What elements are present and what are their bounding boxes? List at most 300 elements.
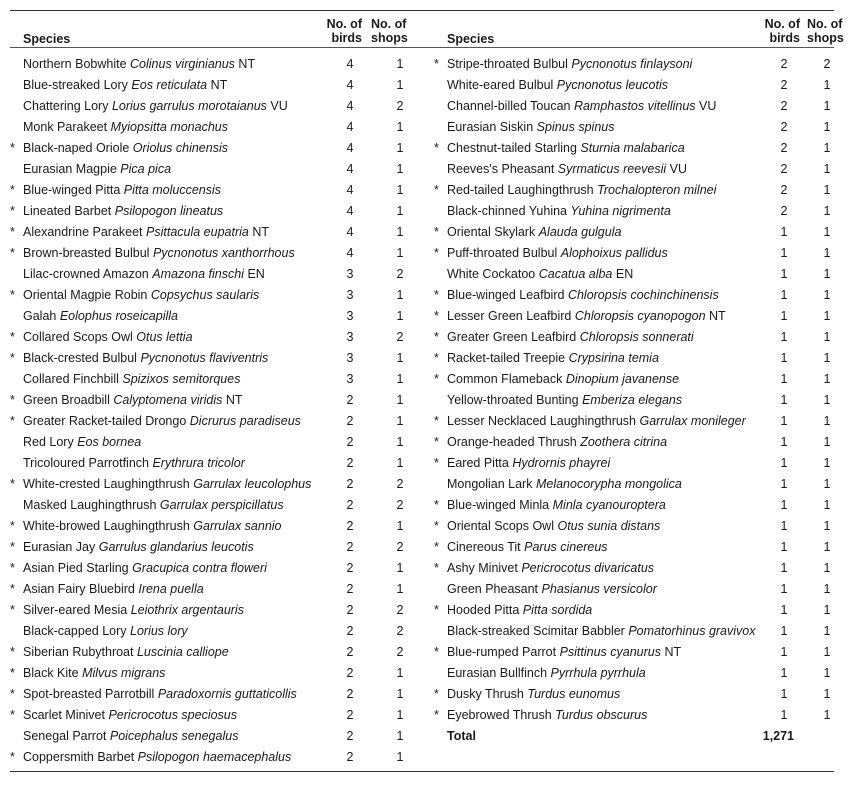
species-name xyxy=(23,180,221,201)
species-name xyxy=(447,264,633,285)
imported-marker: * xyxy=(434,183,439,197)
table-row xyxy=(434,684,834,705)
common-name: Collared Finchbill xyxy=(23,372,119,386)
imported-marker: * xyxy=(10,204,15,218)
table-row xyxy=(434,369,834,390)
cell-no-of-birds: 4 xyxy=(346,99,354,113)
cell-no-of-shops: 1 xyxy=(823,603,831,617)
table-header-left xyxy=(10,14,414,50)
cell-no-of-shops: 1 xyxy=(823,78,831,92)
species-name xyxy=(447,453,610,474)
common-name: Eyebrowed Thrush xyxy=(447,708,552,722)
species-name xyxy=(23,453,245,474)
species-name xyxy=(23,411,301,432)
table-row xyxy=(434,243,834,264)
species-name xyxy=(23,642,229,663)
common-name: Eurasian Magpie xyxy=(23,162,117,176)
table-body-left xyxy=(10,54,414,768)
cell-no-of-birds: 1 xyxy=(780,351,788,365)
cell-no-of-birds: 1 xyxy=(780,414,788,428)
scientific-name: Parus cinereus xyxy=(524,540,608,554)
table-row xyxy=(434,642,834,663)
cell-no-of-shops: 1 xyxy=(823,456,831,470)
table-row xyxy=(434,306,834,327)
common-name: Asian Fairy Bluebird xyxy=(23,582,135,596)
scientific-name: Amazona finschi xyxy=(152,267,244,281)
species-name xyxy=(447,411,746,432)
conservation-status: VU xyxy=(699,99,717,113)
scientific-name: Chloropsis sonnerati xyxy=(579,330,694,344)
common-name: Blue-winged Minla xyxy=(447,498,550,512)
imported-marker: * xyxy=(434,225,439,239)
species-name xyxy=(23,705,237,726)
common-name: White Cockatoo xyxy=(447,267,536,281)
cell-no-of-birds: 2 xyxy=(346,729,354,743)
cell-no-of-birds: 1 xyxy=(780,624,788,638)
scientific-name: Milvus migrans xyxy=(82,666,166,680)
species-name xyxy=(23,474,311,495)
species-name xyxy=(23,390,243,411)
common-name: Siberian Rubythroat xyxy=(23,645,134,659)
table-row xyxy=(10,327,414,348)
cell-no-of-birds: 4 xyxy=(346,78,354,92)
table-row xyxy=(434,495,834,516)
cell-no-of-shops: 2 xyxy=(396,624,404,638)
common-name: Masked Laughingthrush xyxy=(23,498,157,512)
cell-no-of-shops: 1 xyxy=(823,393,831,407)
scientific-name: Lorius lory xyxy=(130,624,188,638)
cell-no-of-birds: 2 xyxy=(346,456,354,470)
imported-marker: * xyxy=(10,225,15,239)
cell-no-of-birds: 2 xyxy=(780,99,788,113)
scientific-name: Pycnonotus leucotis xyxy=(556,78,668,92)
scientific-name: Pycnonotus flaviventris xyxy=(140,351,269,365)
cell-no-of-shops: 1 xyxy=(823,99,831,113)
table-row xyxy=(10,684,414,705)
imported-marker: * xyxy=(434,687,439,701)
cell-no-of-birds: 1 xyxy=(780,330,788,344)
cell-no-of-birds: 1 xyxy=(780,582,788,596)
cell-no-of-birds: 1 xyxy=(780,561,788,575)
table-row xyxy=(434,285,834,306)
cell-no-of-birds: 1 xyxy=(780,267,788,281)
table-row xyxy=(10,264,414,285)
species-name xyxy=(447,96,716,117)
cell-no-of-shops: 1 xyxy=(396,162,404,176)
species-name xyxy=(447,285,719,306)
cell-no-of-birds: 2 xyxy=(780,141,788,155)
common-name: Green Broadbill xyxy=(23,393,110,407)
cell-no-of-birds: 3 xyxy=(346,288,354,302)
imported-marker: * xyxy=(10,708,15,722)
scientific-name: Garrulax monileger xyxy=(639,414,746,428)
species-name xyxy=(23,264,265,285)
species-name xyxy=(447,432,667,453)
table-row xyxy=(434,138,834,159)
species-name xyxy=(23,663,165,684)
species-name xyxy=(447,558,654,579)
species-name xyxy=(447,600,592,621)
species-name xyxy=(23,747,291,768)
cell-no-of-birds: 1 xyxy=(780,372,788,386)
species-name xyxy=(23,285,259,306)
imported-marker: * xyxy=(10,246,15,260)
cell-no-of-shops: 1 xyxy=(823,708,831,722)
scientific-name: Dicrurus paradiseus xyxy=(189,414,301,428)
imported-marker: * xyxy=(10,414,15,428)
table-row xyxy=(10,54,414,75)
species-name xyxy=(447,663,646,684)
cell-no-of-shops: 2 xyxy=(396,330,404,344)
total-label: Total xyxy=(447,729,476,743)
imported-marker: * xyxy=(434,708,439,722)
cell-no-of-shops: 2 xyxy=(823,57,831,71)
table-row xyxy=(434,96,834,117)
species-name xyxy=(23,159,171,180)
cell-no-of-birds: 2 xyxy=(346,708,354,722)
species-name xyxy=(23,327,193,348)
cell-no-of-shops: 2 xyxy=(396,645,404,659)
cell-no-of-birds: 2 xyxy=(346,750,354,764)
header-species: Species xyxy=(447,32,495,46)
scientific-name: Otus sunia distans xyxy=(557,519,661,533)
scientific-name: Leiothrix argentauris xyxy=(130,603,244,617)
header-birds-line2: birds xyxy=(331,31,362,45)
common-name: Galah xyxy=(23,309,57,323)
cell-no-of-shops: 1 xyxy=(823,561,831,575)
species-name xyxy=(447,390,682,411)
scientific-name: Psittinus cyanurus xyxy=(559,645,661,659)
common-name: White-browed Laughingthrush xyxy=(23,519,190,533)
table-row xyxy=(434,54,834,75)
species-name xyxy=(23,621,188,642)
cell-no-of-shops: 1 xyxy=(396,351,404,365)
common-name: Coppersmith Barbet xyxy=(23,750,135,764)
species-name xyxy=(23,432,141,453)
common-name: Yellow-throated Bunting xyxy=(447,393,579,407)
cell-no-of-birds: 2 xyxy=(780,204,788,218)
cell-no-of-shops: 1 xyxy=(396,414,404,428)
species-name xyxy=(23,222,269,243)
cell-no-of-shops: 1 xyxy=(823,246,831,260)
common-name: Blue-streaked Lory xyxy=(23,78,128,92)
species-name xyxy=(447,621,756,642)
table-row xyxy=(10,516,414,537)
species-name xyxy=(447,369,679,390)
species-name xyxy=(23,306,178,327)
table-row xyxy=(10,411,414,432)
species-name xyxy=(23,117,228,138)
scientific-name: Garrulus glandarius leucotis xyxy=(98,540,254,554)
common-name: Dusky Thrush xyxy=(447,687,524,701)
scientific-name: Cacatua alba xyxy=(538,267,613,281)
cell-no-of-shops: 1 xyxy=(823,162,831,176)
common-name: Oriental Scops Owl xyxy=(447,519,554,533)
common-name: Black-capped Lory xyxy=(23,624,127,638)
species-name xyxy=(447,327,694,348)
scientific-name: Syrmaticus reevesii xyxy=(557,162,667,176)
species-name xyxy=(447,201,671,222)
scientific-name: Pyrrhula pyrrhula xyxy=(550,666,646,680)
cell-no-of-shops: 1 xyxy=(823,687,831,701)
imported-marker: * xyxy=(10,330,15,344)
species-name xyxy=(23,579,204,600)
cell-no-of-birds: 1 xyxy=(780,309,788,323)
cell-no-of-birds: 4 xyxy=(346,120,354,134)
cell-no-of-birds: 1 xyxy=(780,687,788,701)
common-name: Eurasian Bullfinch xyxy=(447,666,548,680)
cell-no-of-birds: 2 xyxy=(346,498,354,512)
table-row xyxy=(10,117,414,138)
species-name xyxy=(23,96,288,117)
cell-no-of-shops: 1 xyxy=(823,351,831,365)
species-name xyxy=(23,558,267,579)
cell-no-of-birds: 2 xyxy=(346,519,354,533)
common-name: Greater Racket-tailed Drongo xyxy=(23,414,187,428)
species-name xyxy=(23,516,282,537)
cell-no-of-birds: 1 xyxy=(780,708,788,722)
table-row xyxy=(434,558,834,579)
table-row xyxy=(10,222,414,243)
common-name: Tricoloured Parrotfinch xyxy=(23,456,149,470)
imported-marker: * xyxy=(434,498,439,512)
table-row xyxy=(434,201,834,222)
cell-no-of-shops: 1 xyxy=(823,288,831,302)
common-name: Puff-throated Bulbul xyxy=(447,246,558,260)
table-row xyxy=(434,432,834,453)
species-name xyxy=(23,600,244,621)
table-row xyxy=(434,222,834,243)
common-name: Cinereous Tit xyxy=(447,540,521,554)
cell-no-of-birds: 2 xyxy=(780,120,788,134)
cell-no-of-shops: 2 xyxy=(396,477,404,491)
cell-no-of-birds: 2 xyxy=(346,582,354,596)
scientific-name: Pitta sordida xyxy=(522,603,593,617)
common-name: Blue-winged Leafbird xyxy=(447,288,565,302)
common-name: Black-naped Oriole xyxy=(23,141,130,155)
table-row xyxy=(10,663,414,684)
cell-no-of-birds: 2 xyxy=(346,540,354,554)
cell-no-of-shops: 1 xyxy=(823,540,831,554)
table-row xyxy=(434,117,834,138)
table-row xyxy=(434,411,834,432)
cell-no-of-shops: 1 xyxy=(396,456,404,470)
table-row xyxy=(434,600,834,621)
header-shops-line2: shops xyxy=(371,31,408,45)
species-name xyxy=(447,138,685,159)
species-name xyxy=(23,684,297,705)
table-header-right xyxy=(434,14,844,50)
species-name xyxy=(447,159,687,180)
species-name xyxy=(447,117,614,138)
cell-no-of-birds: 2 xyxy=(346,645,354,659)
scientific-name: Spinus spinus xyxy=(536,120,615,134)
table-top-rule xyxy=(10,10,834,11)
scientific-name: Turdus obscurus xyxy=(555,708,648,722)
table-row xyxy=(434,516,834,537)
imported-marker: * xyxy=(10,603,15,617)
table-row xyxy=(10,726,414,747)
imported-marker: * xyxy=(434,141,439,155)
cell-no-of-shops: 1 xyxy=(396,708,404,722)
cell-no-of-birds: 2 xyxy=(346,666,354,680)
header-no-of-shops xyxy=(807,17,844,45)
table-row xyxy=(10,390,414,411)
common-name: Chattering Lory xyxy=(23,99,109,113)
table-row xyxy=(10,75,414,96)
common-name: Ashy Minivet xyxy=(447,561,518,575)
conservation-status: VU xyxy=(669,162,688,176)
cell-no-of-shops: 1 xyxy=(396,204,404,218)
table-row xyxy=(434,348,834,369)
imported-marker: * xyxy=(10,288,15,302)
species-name xyxy=(447,474,682,495)
species-name xyxy=(447,348,659,369)
imported-marker: * xyxy=(434,414,439,428)
common-name: Lesser Green Leafbird xyxy=(447,309,572,323)
cell-no-of-birds: 1 xyxy=(780,477,788,491)
species-name xyxy=(447,495,666,516)
cell-no-of-birds: 3 xyxy=(346,372,354,386)
imported-marker: * xyxy=(434,603,439,617)
table-row xyxy=(10,96,414,117)
species-name xyxy=(447,684,620,705)
table-row xyxy=(10,495,414,516)
species-name xyxy=(447,75,668,96)
cell-no-of-birds: 2 xyxy=(346,561,354,575)
conservation-status: NT xyxy=(664,645,682,659)
cell-no-of-shops: 1 xyxy=(396,666,404,680)
common-name: White-crested Laughingthrush xyxy=(23,477,190,491)
cell-no-of-shops: 1 xyxy=(396,141,404,155)
imported-marker: * xyxy=(434,435,439,449)
species-name xyxy=(447,222,621,243)
scientific-name: Irena puella xyxy=(138,582,204,596)
header-species: Species xyxy=(23,32,71,46)
common-name: Red Lory xyxy=(23,435,74,449)
cell-no-of-shops: 1 xyxy=(823,372,831,386)
cell-no-of-birds: 2 xyxy=(346,393,354,407)
table-row xyxy=(10,369,414,390)
species-name xyxy=(23,54,255,75)
scientific-name: Crypsirina temia xyxy=(568,351,659,365)
scientific-name: Pericrocotus divaricatus xyxy=(521,561,655,575)
scientific-name: Eos bornea xyxy=(77,435,142,449)
cell-no-of-shops: 1 xyxy=(823,666,831,680)
cell-no-of-shops: 1 xyxy=(823,330,831,344)
cell-no-of-birds: 1 xyxy=(780,393,788,407)
cell-no-of-shops: 1 xyxy=(823,120,831,134)
species-name xyxy=(447,579,657,600)
table-row xyxy=(10,243,414,264)
header-no-of-birds xyxy=(765,17,800,45)
common-name: Common Flameback xyxy=(447,372,563,386)
scientific-name: Myiopsitta monachus xyxy=(110,120,228,134)
scientific-name: Lorius garrulus morotaianus xyxy=(111,99,267,113)
cell-no-of-shops: 1 xyxy=(823,267,831,281)
header-shops-line1: No. of xyxy=(371,17,407,31)
common-name: Lilac-crowned Amazon xyxy=(23,267,149,281)
imported-marker: * xyxy=(434,246,439,260)
table-row xyxy=(10,642,414,663)
scientific-name: Phasianus versicolor xyxy=(541,582,657,596)
species-name xyxy=(447,54,692,75)
scientific-name: Psilopogon lineatus xyxy=(114,204,224,218)
table-row xyxy=(10,474,414,495)
imported-marker: * xyxy=(10,141,15,155)
species-name xyxy=(447,705,647,726)
cell-no-of-shops: 2 xyxy=(396,498,404,512)
common-name: Green Pheasant xyxy=(447,582,539,596)
common-name: Hooded Pitta xyxy=(447,603,520,617)
species-name xyxy=(447,306,726,327)
cell-no-of-birds: 4 xyxy=(346,162,354,176)
imported-marker: * xyxy=(434,561,439,575)
table-row xyxy=(10,558,414,579)
common-name: Orange-headed Thrush xyxy=(447,435,577,449)
common-name: Greater Green Leafbird xyxy=(447,330,577,344)
imported-marker: * xyxy=(434,519,439,533)
imported-marker: * xyxy=(10,687,15,701)
scientific-name: Trochalopteron milnei xyxy=(597,183,717,197)
cell-no-of-shops: 2 xyxy=(396,603,404,617)
cell-no-of-birds: 3 xyxy=(346,309,354,323)
cell-no-of-birds: 3 xyxy=(346,330,354,344)
table-row xyxy=(10,180,414,201)
table-row xyxy=(434,537,834,558)
common-name: Senegal Parrot xyxy=(23,729,107,743)
scientific-name: Luscinia calliope xyxy=(136,645,229,659)
scientific-name: Gracupica contra floweri xyxy=(132,561,267,575)
cell-no-of-birds: 1 xyxy=(780,603,788,617)
cell-no-of-shops: 2 xyxy=(396,99,404,113)
cell-no-of-birds: 4 xyxy=(346,225,354,239)
table-row xyxy=(434,180,834,201)
cell-no-of-shops: 1 xyxy=(396,582,404,596)
common-name: Scarlet Minivet xyxy=(23,708,105,722)
table-row xyxy=(10,285,414,306)
cell-no-of-birds: 1 xyxy=(780,246,788,260)
table-row xyxy=(434,621,834,642)
species-name xyxy=(23,726,238,747)
species-name xyxy=(23,243,295,264)
cell-no-of-birds: 2 xyxy=(346,414,354,428)
imported-marker: * xyxy=(434,351,439,365)
table-row xyxy=(434,705,834,726)
common-name: Silver-eared Mesia xyxy=(23,603,128,617)
imported-marker: * xyxy=(434,456,439,470)
cell-no-of-birds: 2 xyxy=(346,624,354,638)
common-name: Collared Scops Owl xyxy=(23,330,133,344)
imported-marker: * xyxy=(10,351,15,365)
common-name: Oriental Magpie Robin xyxy=(23,288,148,302)
scientific-name: Chloropsis cochinchinensis xyxy=(567,288,719,302)
scientific-name: Spizixos semitorques xyxy=(122,372,241,386)
conservation-status: NT xyxy=(225,393,243,407)
header-shops-line2: shops xyxy=(807,31,844,45)
scientific-name: Eos reticulata xyxy=(131,78,208,92)
cell-no-of-shops: 1 xyxy=(396,120,404,134)
scientific-name: Pomatorhinus gravivox xyxy=(628,624,756,638)
scientific-name: Otus lettia xyxy=(136,330,193,344)
cell-no-of-birds: 2 xyxy=(780,57,788,71)
table-row xyxy=(434,75,834,96)
cell-no-of-birds: 2 xyxy=(780,162,788,176)
conservation-status: EN xyxy=(615,267,634,281)
common-name: Stripe-throated Bulbul xyxy=(447,57,568,71)
cell-no-of-shops: 1 xyxy=(396,78,404,92)
cell-no-of-shops: 1 xyxy=(823,309,831,323)
